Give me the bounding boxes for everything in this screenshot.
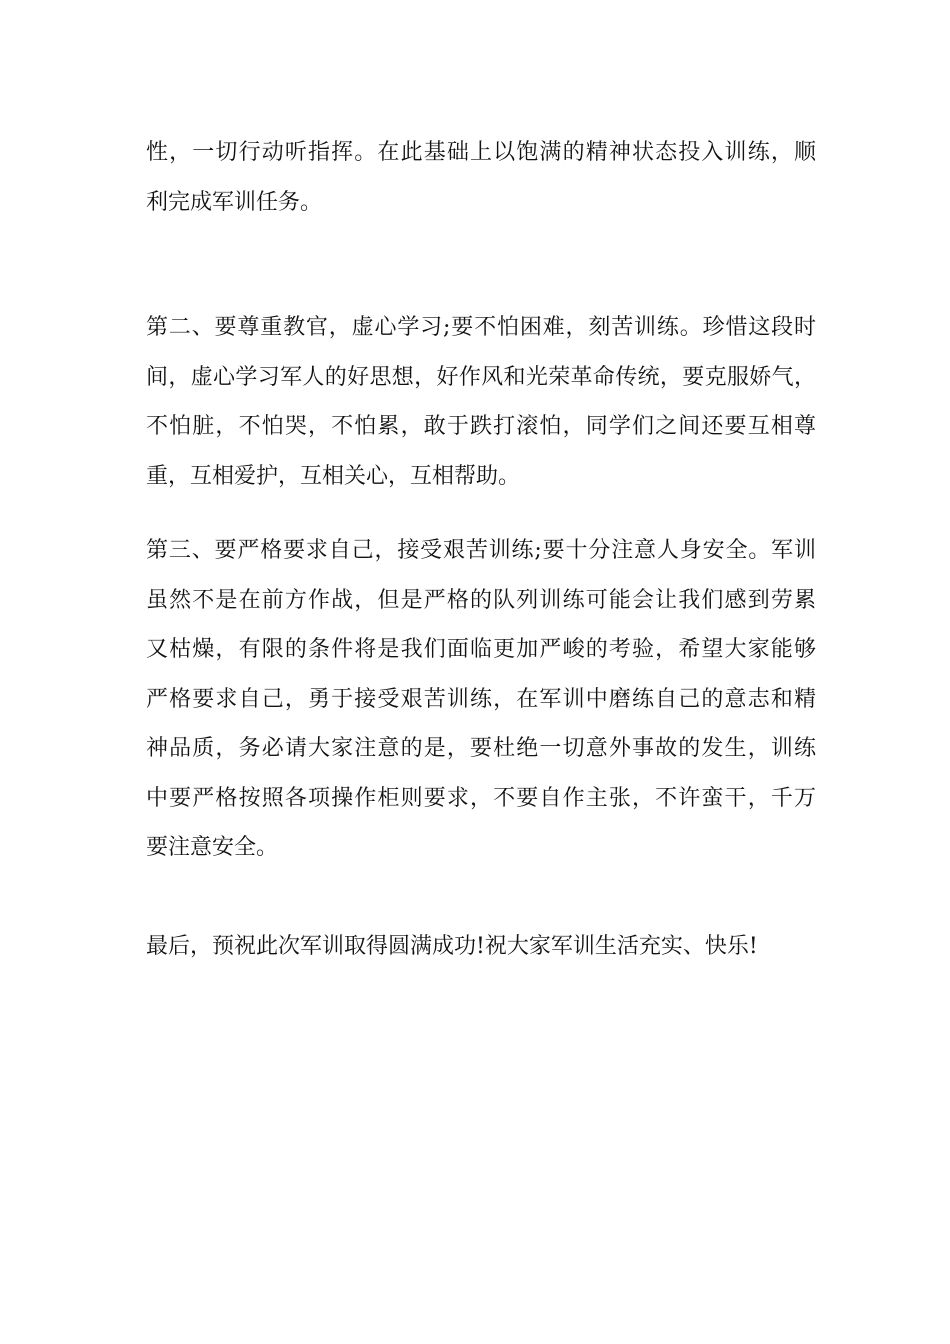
text-line: 最后，预祝此次军训取得圆满成功!祝大家军训生活充实、快乐!	[146, 934, 758, 959]
text-line: 又枯燥，有限的条件将是我们面临更加严峻的考验，希望大家能够	[146, 637, 816, 662]
text-line: 利完成军训任务。	[146, 189, 323, 215]
text-line: 间，虚心学习军人的好思想，好作风和光荣革命传统，要克服娇气，	[146, 364, 816, 390]
paragraph-3	[146, 526, 816, 873]
text-line: 第二、要尊重教官，虚心学习;要不怕困难，刻苦训练。珍惜这段时	[146, 315, 816, 340]
text-line: 性，一切行动听指挥。在此基础上以饱满的精神状态投入训练，顺	[146, 140, 816, 165]
text-line: 要注意安全。	[146, 835, 279, 860]
text-line: 严格要求自己，勇于接受艰苦训练，在军训中磨练自己的意志和精	[146, 686, 816, 712]
paragraph-2	[146, 303, 816, 501]
paragraph-4	[146, 922, 816, 972]
text-line: 虽然不是在前方作战，但是严格的队列训练可能会让我们感到劳累	[146, 587, 816, 613]
paragraph-1	[146, 128, 816, 227]
text-line: 重，互相爱护，互相关心，互相帮助。	[146, 463, 521, 489]
text-line: 不怕脏，不怕哭，不怕累，敢于跌打滚怕，同学们之间还要互相尊	[146, 414, 816, 439]
text-line: 神品质，务必请大家注意的是，要杜绝一切意外事故的发生，训练	[146, 736, 816, 761]
text-line: 第三、要严格要求自己，接受艰苦训练;要十分注意人身安全。军训	[146, 538, 816, 563]
text-line: 中要严格按照各项操作柜则要求，不要自作主张，不许蛮干，千万	[146, 785, 816, 811]
